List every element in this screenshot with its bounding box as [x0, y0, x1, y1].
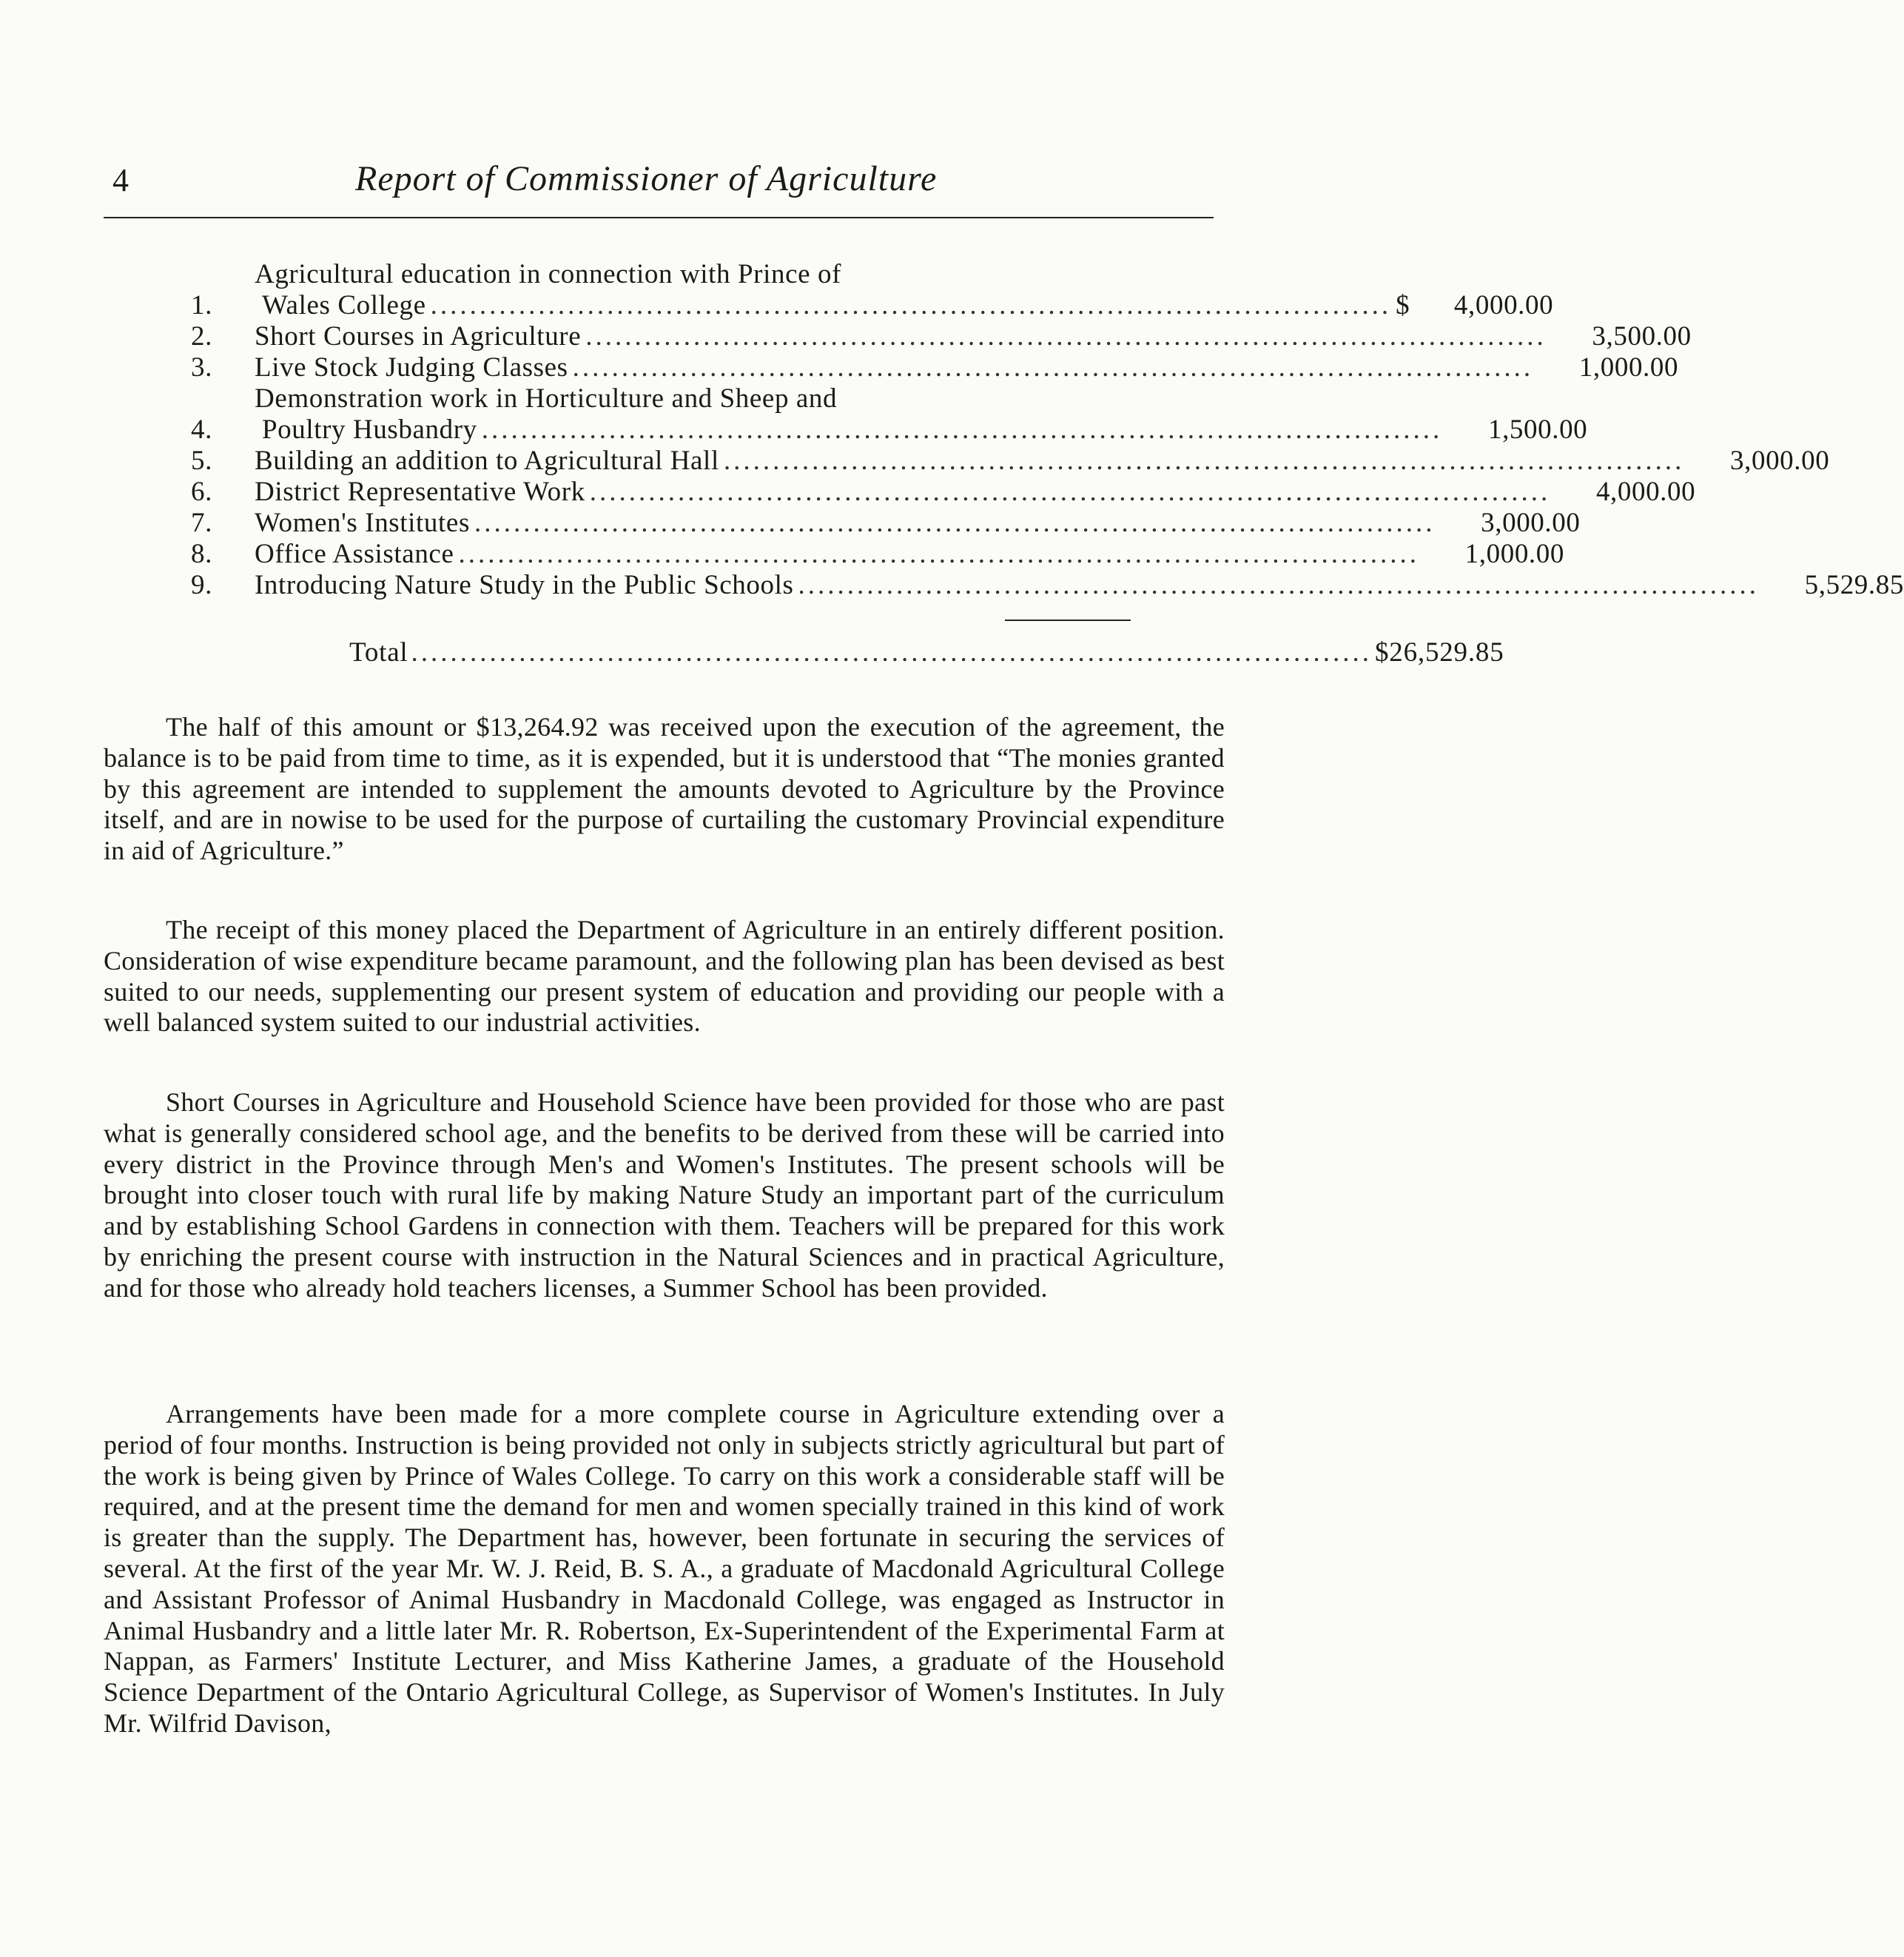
appropriation-list: [191, 259, 1904, 601]
item-amount: 1,000.00: [1464, 539, 1564, 569]
item-amount: 4,000.00: [1595, 477, 1696, 507]
paragraph: [104, 1399, 1225, 1739]
item-number: 1.: [191, 290, 212, 320]
dot-leader: ..................................................................................................: [572, 352, 1534, 383]
item-number: 4.: [191, 414, 212, 445]
list-item: [191, 321, 1692, 352]
list-item: [191, 508, 1581, 539]
list-item: [191, 446, 1830, 477]
item-amount: 3,500.00: [1592, 321, 1692, 352]
list-item: [191, 539, 1564, 570]
list-item: [191, 352, 1679, 383]
dot-leader: ..................................................................................................: [798, 570, 1759, 600]
item-label: Live Stock Judging Classes: [255, 352, 568, 383]
item-label: Women's Institutes: [255, 508, 470, 538]
paragraph-text: Arrangements have been made for a more complete course in Agriculture extending over a period of four months. Instruction is being provided not only in subjects strictly agricultural but part of the work is being given by Prince of Wales College. To carry on this work a considerable staff will be required, and at the present time the demand for men and women specially trained in this kind of work is greater than the supply. The Department has, however, been fortunate in securing the services of several. At the first of the year Mr. W. J. Reid, B. S. A., a graduate of Macdonald Agricultural College and Assistant Professor of Animal Husbandry in Macdonald College, was engaged as Instructor in Animal Husbandry and a little later Mr. R. Robertson, Ex-Superintendent of the Experimental Farm at Nappan, as Farmers' Institute Lecturer, and Miss Katherine James, a graduate of the Household Science Department of the Ontario Agricultural College, as Supervisor of Women's Institutes. In July Mr. Wilfrid Davison,: [104, 1399, 1225, 1738]
item-label: Demonstration work in Horticulture and Sheep and: [255, 383, 838, 414]
list-item: [191, 383, 1588, 446]
page-number: 4: [112, 162, 129, 198]
dot-leader: ..................................................................................................: [430, 290, 1392, 320]
sum-rule: [1005, 620, 1131, 621]
running-header: [104, 154, 1214, 213]
item-amount: 3,000.00: [1481, 508, 1581, 538]
running-title: Report of Commissioner of Agriculture: [355, 159, 938, 198]
item-amount: 1,500.00: [1487, 414, 1588, 445]
dot-leader: ..................................................................................................: [458, 539, 1419, 569]
total-amount: $26,529.85: [1375, 637, 1504, 668]
item-number: 6.: [191, 477, 212, 507]
header-rule: [104, 217, 1214, 218]
item-label: District Representative Work: [255, 477, 585, 507]
paragraph: [104, 712, 1225, 867]
item-label: Introducing Nature Study in the Public Schools: [255, 570, 794, 600]
paragraph-text: The receipt of this money placed the Department of Agriculture in an entirely different position. Consideration of wise expenditure became paramount, and the following plan has been devised as best suited to our needs, supplementing our present system of education and providing our people with a well balanced system suited to our industrial activities.: [104, 915, 1225, 1038]
item-number: 8.: [191, 539, 212, 569]
item-label: Poultry Husbandry: [262, 414, 477, 445]
paragraph-text: Short Courses in Agriculture and Household Science have been provided for those who are past what is generally considered school age, and the benefits to be derived from these will be carried into every district in the Province through Men's and Women's Institutes. The present schools will be brought into closer touch with rural life by making Nature Study an important part of the curriculum and by establishing School Gardens in connection with them. Teachers will be prepared for this work by enriching the present course with instruction in the Natural Sciences and in practical Agriculture, and for those who already hold teachers licenses, a Summer School has been provided.: [104, 1087, 1225, 1303]
dot-leader: ..................................................................................................: [723, 446, 1685, 476]
dot-leader: ..................................................................................................: [474, 508, 1436, 538]
dot-leader: ..................................................................................................: [585, 321, 1547, 352]
item-number: 5.: [191, 446, 212, 476]
item-label: Short Courses in Agriculture: [255, 321, 582, 352]
dot-leader: ..................................................................................................: [411, 637, 1372, 668]
item-label: Agricultural education in connection with Prince of: [255, 259, 841, 289]
total-row: [349, 637, 1504, 668]
item-label: Wales College: [262, 290, 426, 320]
item-number: 3.: [191, 352, 212, 383]
paragraph: [104, 1087, 1225, 1304]
item-amount: 4,000.00: [1453, 290, 1554, 320]
item-number: 9.: [191, 570, 212, 600]
paragraph: [104, 915, 1225, 1038]
item-label: Building an addition to Agricultural Hall: [255, 446, 719, 476]
total-label: Total: [349, 637, 408, 668]
list-item: [191, 259, 1554, 321]
item-amount: 3,000.00: [1730, 446, 1830, 476]
paragraph-text: The half of this amount or $13,264.92 was received upon the execution of the agreement, the balance is to be paid from time to time, as it is expended, but it is understood that “The monies granted by this agreement are intended to supplement the amounts devoted to Agriculture by the Province itself, and are in nowise to be used for the purpose of curtailing the customary Provincial expenditure in aid of Agriculture.”: [104, 712, 1225, 866]
dot-leader: ..................................................................................................: [589, 477, 1551, 507]
currency-sign: $: [1396, 290, 1410, 320]
item-amount: 5,529.85: [1804, 570, 1904, 600]
item-amount: 1,000.00: [1578, 352, 1679, 383]
list-item: [191, 570, 1904, 601]
item-number: 2.: [191, 321, 212, 352]
list-item: [191, 477, 1696, 508]
item-label: Office Assistance: [255, 539, 454, 569]
dot-leader: ..................................................................................................: [481, 414, 1443, 445]
item-number: 7.: [191, 508, 212, 538]
